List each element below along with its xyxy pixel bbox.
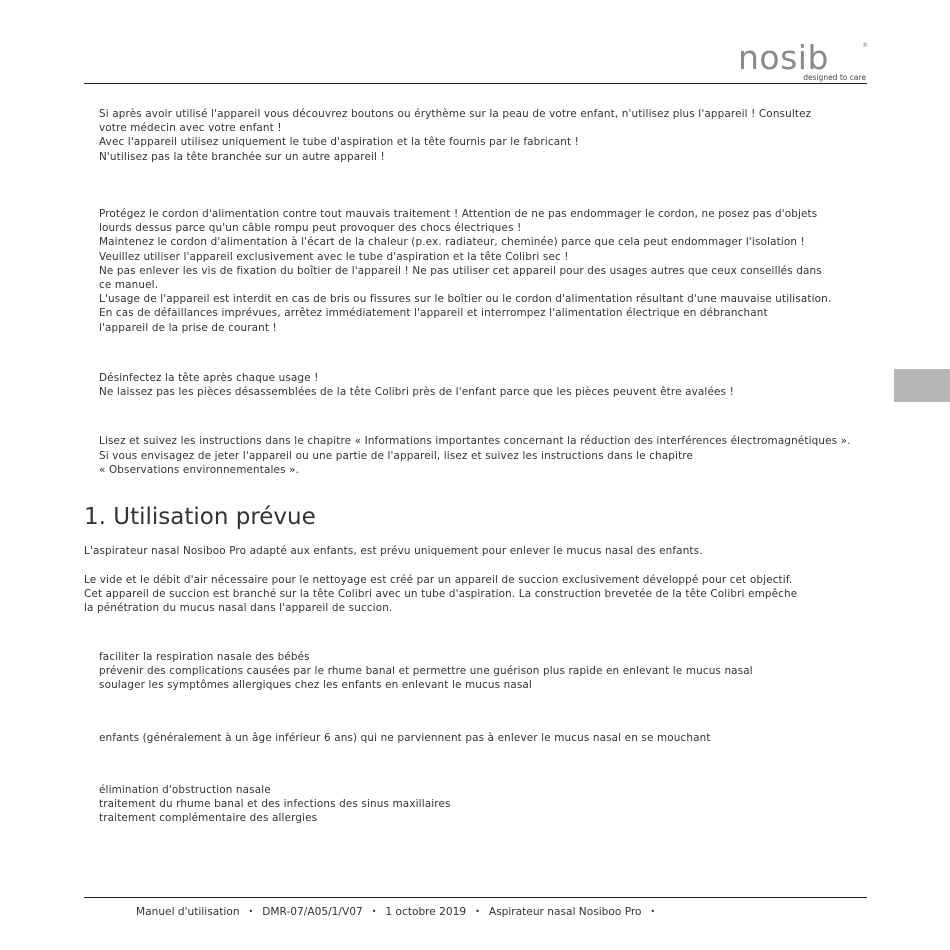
- header-divider: [84, 83, 867, 84]
- purpose-list: [99, 650, 753, 693]
- registered-mark: ®: [862, 42, 868, 49]
- list-item: traitement complémentaire des allergies: [99, 812, 318, 825]
- text-line: lourds dessus parce qu'un câble rompu peut provoquer des chocs électriques !: [99, 222, 522, 235]
- text-line: votre médecin avec votre enfant !: [99, 122, 282, 135]
- text-line: Désinfectez la tête après chaque usage !: [99, 372, 319, 384]
- intended-use-intro: [84, 544, 703, 558]
- text-line: l'appareil de la prise de courant !: [99, 321, 277, 334]
- logo-tagline: designed to care: [803, 73, 866, 82]
- text-line: Veuillez utiliser l'appareil exclusivement avec le tube d'aspiration et la tête Colibri sec !: [99, 250, 569, 263]
- text-line: ce manuel.: [99, 279, 159, 292]
- footer-separator: •: [248, 907, 254, 916]
- footer-separator: •: [371, 907, 377, 916]
- brand-logo: [738, 38, 868, 84]
- logo-wordmark: nosib: [738, 38, 829, 77]
- text-line: Avec l'appareil utilisez uniquement le tube d'aspiration et la tête fournis par le fabricant !: [99, 136, 579, 149]
- list-item: traitement du rhume banal et des infections des sinus maxillaires: [99, 798, 451, 811]
- safety-group-skin: [99, 107, 811, 164]
- footer-separator: •: [650, 907, 656, 916]
- footer-separator: •: [475, 907, 480, 916]
- footer-manual-title: Manuel d'utilisation: [136, 906, 240, 918]
- text-line: Ne laissez pas les pièces désassemblées de la tête Colibri près de l'enfant parce que les pièces peuvent être avalées !: [99, 386, 734, 399]
- chapter-tab-marker: [894, 369, 950, 402]
- safety-group-hygiene: [99, 371, 734, 399]
- text-line: Cet appareil de succion est branché sur la tête Colibri avec un tube d'aspiration. La construction brevetée de la tête Colibri empêche: [84, 588, 798, 601]
- text-line: Protégez le cordon d'alimentation contre tout mauvais traitement ! Attention de ne pas endommager le cordon, ne posez pas d'objets: [99, 208, 818, 220]
- list-item: enfants (généralement à un âge inférieur 6 ans) qui ne parviennent pas à enlever le mucus nasal en se mouchant: [99, 732, 711, 744]
- list-item: faciliter la respiration nasale des bébés: [99, 651, 310, 663]
- safety-group-references: [99, 434, 851, 478]
- text-line: Lisez et suivez les instructions dans le chapitre « Informations importantes concernant la réduction des interférences électromagnétiques ».: [99, 435, 851, 447]
- text-line: Le vide et le débit d'air nécessaire pour le nettoyage est créé par un appareil de succion exclusivement développé pour cet objectif.: [84, 574, 793, 586]
- text-line: L'aspirateur nasal Nosiboo Pro adapté aux enfants, est prévu uniquement pour enlever le mucus nasal des enfants.: [84, 545, 703, 557]
- footer-divider: [84, 897, 867, 898]
- footer-product: Aspirateur nasal Nosiboo Pro: [488, 906, 642, 918]
- list-item: prévenir des complications causées par le rhume banal et permettre une guérison plus rapide en enlevant le mucus nasal: [99, 665, 753, 678]
- footer-date: 1 octobre 2019: [385, 906, 467, 918]
- footer-doc-ref: DMR-07/A05/1/V07: [262, 906, 363, 918]
- text-line: « Observations environnementales ».: [99, 464, 300, 477]
- page-footer: [136, 905, 664, 919]
- indications-list: [99, 783, 451, 826]
- list-item: soulager les symptômes allergiques chez les enfants en enlevant le mucus nasal: [99, 679, 532, 692]
- text-line: Si après avoir utilisé l'appareil vous découvrez boutons ou érythème sur la peau de votre enfant, n'utilisez plus l'appareil ! Consultez: [99, 108, 812, 120]
- text-line: En cas de défaillances imprévues, arrêtez immédiatement l'appareil et interrompez l'alimentation électrique en débranchant: [99, 307, 768, 320]
- text-line: L'usage de l'appareil est interdit en cas de bris ou fissures sur le boîtier ou le cordon d'alimentation résultant d'une mauvaise utilisation.: [99, 293, 832, 306]
- section-heading: 1. Utilisation prévue: [84, 504, 316, 530]
- patient-population-list: [99, 731, 711, 745]
- safety-group-power-cord: [99, 207, 831, 335]
- list-item: élimination d'obstruction nasale: [99, 784, 271, 796]
- text-line: la pénétration du mucus nasal dans l'appareil de succion.: [84, 602, 393, 615]
- text-line: Maintenez le cordon d'alimentation à l'écart de la chaleur (p.ex. radiateur, cheminée) parce que cela peut endommager l'isolation !: [99, 236, 805, 249]
- device-description: [84, 573, 797, 616]
- text-line: N'utilisez pas la tête branchée sur un autre appareil !: [99, 150, 385, 163]
- text-line: Ne pas enlever les vis de fixation du boîtier de l'appareil ! Ne pas utiliser cet appareil pour des usages autres que ceux conseillés dans: [99, 264, 822, 277]
- text-line: Si vous envisagez de jeter l'appareil ou une partie de l'appareil, lisez et suivez les instructions dans le chapitre: [99, 450, 694, 463]
